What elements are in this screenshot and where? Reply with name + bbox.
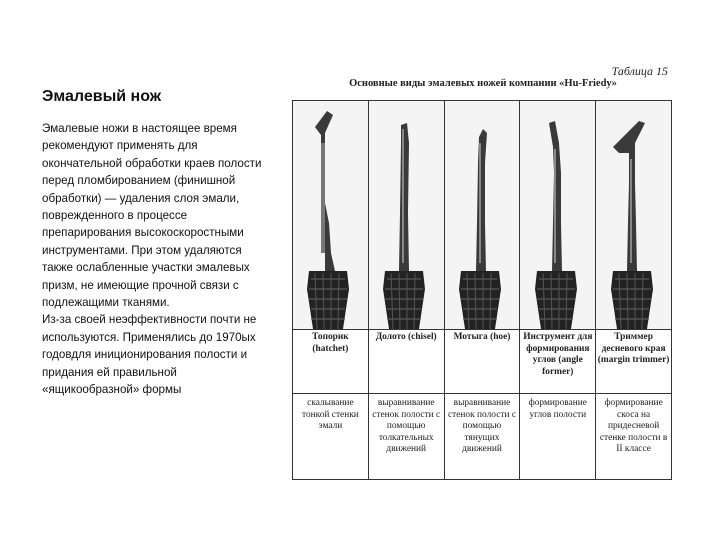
table-caption: Таблица 15 (611, 64, 668, 78)
instrument-name: Триммер десневого края (margin trimmer) (596, 330, 672, 394)
instrument-image-cell (293, 101, 369, 330)
instrument-purpose: выравнивание стенок полости с помощью тянущих движений (444, 394, 520, 480)
chisel-tip-icon (371, 103, 441, 329)
instrument-purpose: формирование скоса на придесневой стенке полости в II классе (596, 394, 672, 480)
hoe-tip-icon (447, 103, 517, 329)
angle-former-tip-icon (523, 103, 593, 329)
margin-trimmer-tip-icon (599, 103, 669, 329)
instrument-purpose-row (293, 394, 672, 480)
instrument-name: Инструмент для формирования углов (angle former) (520, 330, 596, 394)
instrument-images-row (293, 101, 672, 330)
instrument-purpose: скалывание тонкой стенки эмали (293, 394, 369, 480)
table-heading: Основные виды эмалевых ножей компании «Hu-Friedy» (349, 78, 617, 89)
paragraph-description: Эмалевые ножи в настоящее время рекомендуют применять для окончательной обработки краев полости перед пломбированием (финишной обработки) — удаления слоя эмали, поврежденного в процессе препарирования высокоскоростными инструментами. При этом удаляются также ослабленные участки эмалевых призм, не имеющие прочной связи с подлежащими тканями. (42, 122, 262, 310)
instruments-table (292, 100, 672, 480)
instrument-image-cell (368, 101, 444, 330)
slide-title: Эмалевый нож (42, 88, 162, 105)
enamel-knives-table-figure (292, 60, 674, 454)
instrument-names-row (293, 330, 672, 394)
instrument-image-cell (520, 101, 596, 330)
instrument-image-cell (444, 101, 520, 330)
hatchet-tip-icon (295, 103, 365, 329)
body-text (42, 120, 274, 399)
paragraph-history: Из-за своей неэффективности почти не используются. Применялись до 1970ых годовдля иниционирования полости и придания ей правильной «ящикообразной» формы (42, 313, 257, 397)
instrument-image-cell (596, 101, 672, 330)
instrument-name: Топорик (hatchet) (293, 330, 369, 394)
instrument-purpose: выравнивание стенок полости с помощью толкательных движений (368, 394, 444, 480)
instrument-name: Долото (chisel) (368, 330, 444, 394)
instrument-name: Мотыга (hoe) (444, 330, 520, 394)
instrument-purpose: формирование углов полости (520, 394, 596, 480)
